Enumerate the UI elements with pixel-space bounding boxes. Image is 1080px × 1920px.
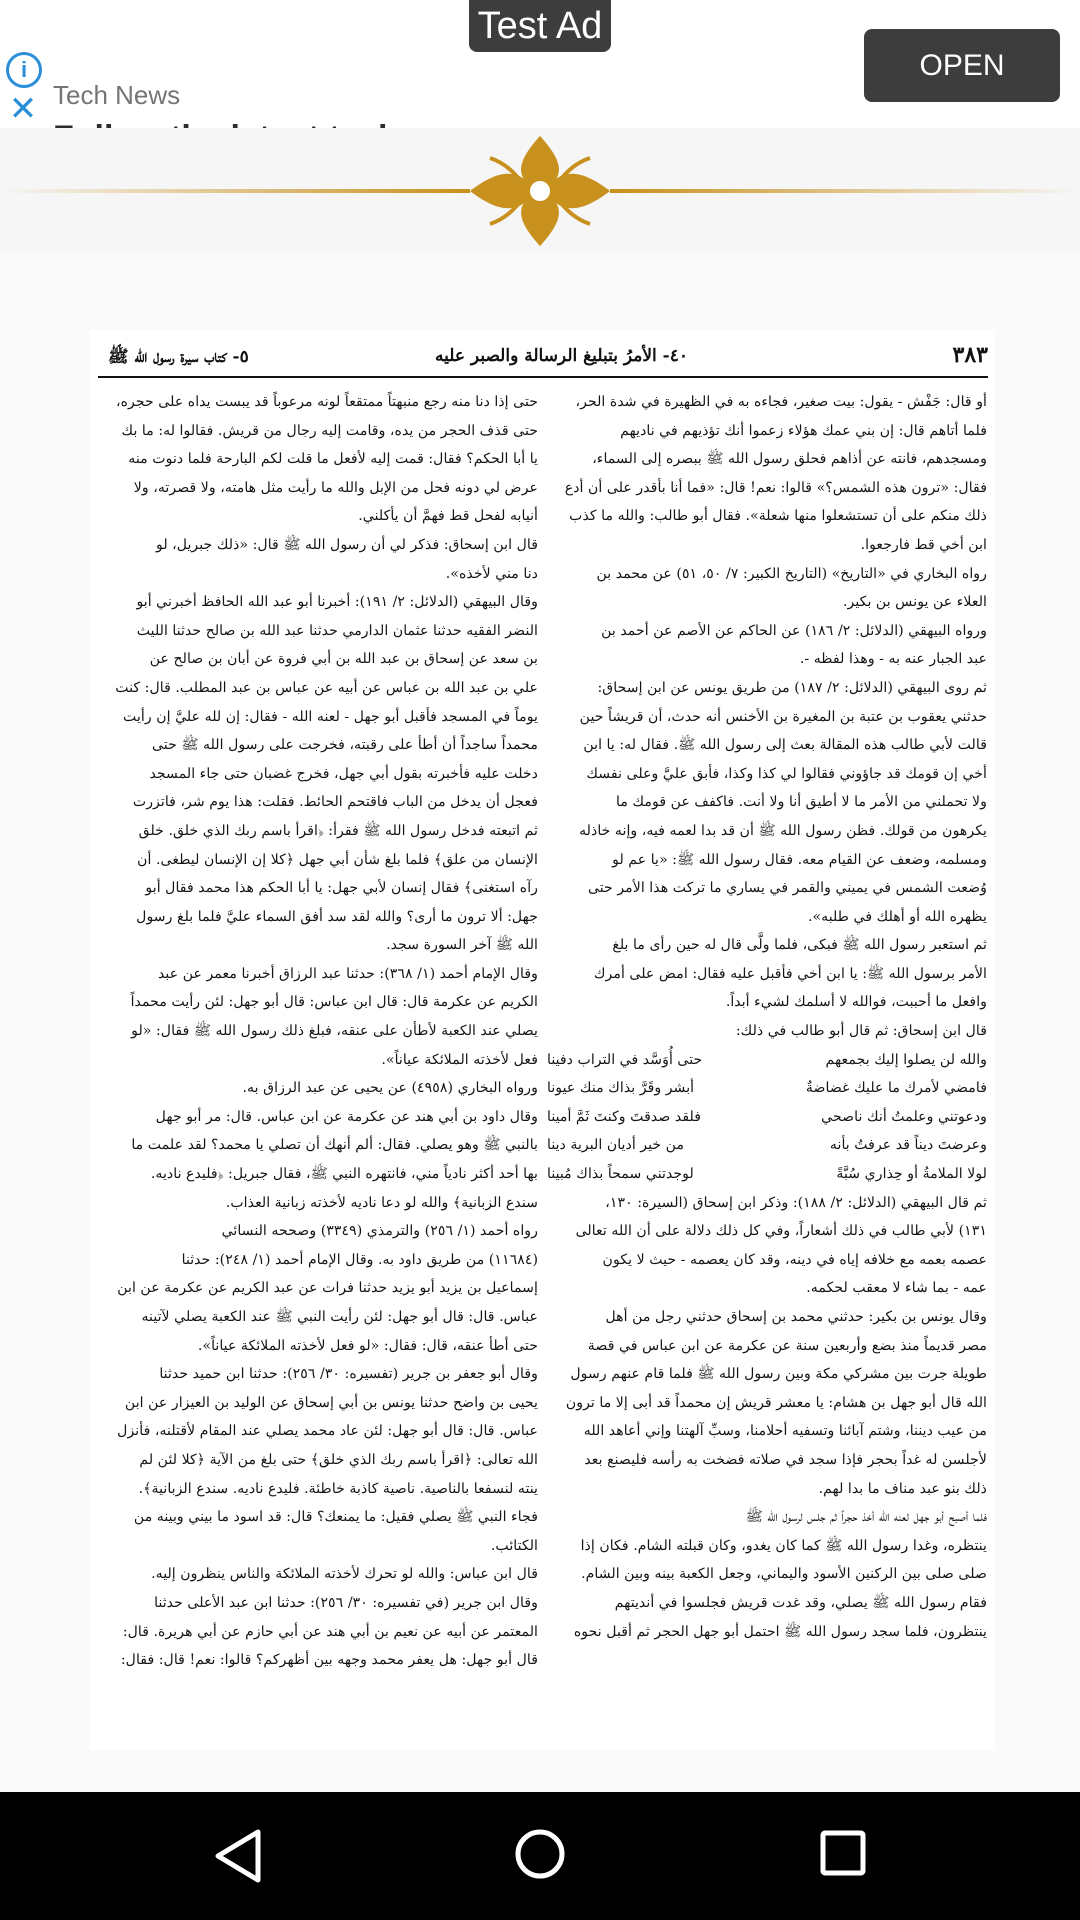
text-line: ابن أخي قط فارجعوا. — [860, 536, 987, 553]
poem-hemistich: من خير أديان البرية دينا — [547, 1137, 685, 1154]
text-line: الكتائب. — [490, 1537, 538, 1554]
ad-open-button[interactable]: OPEN — [864, 29, 1060, 102]
text-line: علي بن عبد الله بن عباس عن أبيه عن عباس بن عبد المطلب. قال: كنت — [115, 679, 538, 696]
chapter-title: ٤٠- الأمرُ بتبليغ الرسالة والصبر عليه — [435, 346, 688, 366]
home-circle-icon[interactable] — [514, 1828, 566, 1880]
poem — [547, 1046, 987, 1189]
text-line: رواه البخاري في «التاريخ» (التاريخ الكبير: ٧/ ٥٠، ٥١) عن محمد بن — [596, 565, 987, 582]
text-line: حتى أطأ عنقه، قال: فقال: «لو فعل لأخذته الملائكة عياناً». — [197, 1337, 538, 1354]
text-line: أو قال: جَفْش - يقول: بيت صغير، فجاءه به في الظهيرة في شدة الحر، — [575, 394, 987, 410]
header-divider — [98, 376, 988, 378]
poem-hemistich: فلقد صدقتَ وكنتَ ثَمَّ أمينا — [547, 1108, 701, 1125]
poem-hemistich: فامضي لأمرك ما عليك غضاضةٌ — [805, 1080, 987, 1097]
text-line: فقال: «ترون هذه الشمس؟» قالوا: نعم! قال: «فما أنا بأقدر على أن أدع — [564, 479, 987, 496]
text-line: المعتمر عن أبيه عن نعيم بن أبي هند عن أبي حازم عن أبي هريرة. قال: — [122, 1623, 538, 1640]
text-line: وافعل ما أحببت، فوالله لا أسلمك لشيء أبداً. — [725, 994, 987, 1011]
text-line: العلاء عن يونس بن بكير. — [842, 594, 987, 611]
text-line: جهل: ألا ترون ما أرى؟ والله لقد سد أفق السماء عليَّ فلما بلغ رسول — [136, 908, 538, 925]
text-line: حتى قذف الحجر من يده، وقامت إليه رجال من قريش. فقالوا له: ما بك — [121, 422, 538, 439]
text-line: ثم استعبر رسول الله ﷺ فبكى، فلما ولَّى قال له حين رأى ما بلغ — [612, 937, 987, 954]
page-header — [98, 342, 988, 376]
text-line: الإنسان من علق﴾ فلما بلغ شأن أبي جهل ﴿كلا إن الإنسان ليطغى. أن — [137, 851, 538, 868]
ad-banner[interactable] — [0, 0, 1080, 130]
text-line: فلما أصبح أبو جهل لعنه الله أخذ حجراً ثم جلس لرسول الله ﷺ — [745, 1509, 987, 1526]
text-line: الأمر برسول الله ﷺ: يا ابن أخي فأقبل عليه فقال: امض على أمرك — [593, 965, 987, 982]
text-line: قال ابن إسحاق: ثم قال أبو طالب في ذلك: — [735, 1023, 987, 1040]
poem-hemistich: ودعوتني وعلمتُ أنك ناصحي — [821, 1108, 987, 1125]
text-line: ذلك بنو عبد مناف ما بدا لهم. — [818, 1480, 987, 1497]
text-line: إسماعيل بن يزيد أبو يزيد حدثنا فرات عن عبد الكريم عن عكرمة عن ابن — [117, 1280, 538, 1297]
text-line: ومسجدهم، فانته عن أذاهم فحلق رسول الله ﷺ ببصره إلى السماء، — [592, 451, 987, 468]
text-line: الله ﷺ آخر السورة سجد. — [386, 937, 538, 954]
text-line: فعل لأخذته الملائكة عياناً». — [381, 1051, 538, 1068]
text-line: ثم اتبعته فدخل رسول الله ﷺ فقرأ: ﴿اقرأ باسم ربك الذي خلق. خلق — [138, 822, 538, 839]
poem-hemistich: حتى أُوَسَّد في التراب دفينا — [547, 1051, 703, 1068]
text-line: رآه استغنى﴾ فقال إنسان لأبي جهل: يا أبا الحكم هذا محمد فقال أبو — [145, 880, 538, 897]
poem-hemistich: وعرضتَ ديناً قد عرفتُ بأنه — [829, 1137, 987, 1154]
text-line: يكرهون من قولك. فظن رسول الله ﷺ أن قد بدا لعمه فيه، وإنه خاذله — [579, 822, 987, 839]
ornament-divider — [0, 128, 1080, 252]
text-line: قال ابن عباس: والله لو تحرك لأخذته الملائكة والناس ينظرون إليه. — [151, 1566, 538, 1583]
text-line: لأجلسن له غداً بحجر فإذا سجد في صلاته فضخت به رأسه فليصنع بعد — [584, 1451, 987, 1468]
text-line: بها أحد أكثر نادياً مني، فانتهره النبي ﷺ، فقال جبريل: ﴿فليدع ناديه. — [150, 1166, 538, 1183]
text-line: يحيى بن واضح حدثنا يونس بن أبي إسحاق عن الوليد بن العيزار عن ابن — [124, 1394, 538, 1411]
text-line: عرض لي دونه فحل من الإبل والله ما رأيت مثل هامته، ولا قصرته، ولا — [133, 479, 538, 496]
text-line: ١٣١) لأبي طالب في ذلك أشعاراً، وفي كل ذلك دلالة على أن الله تعالى — [575, 1223, 987, 1240]
ad-advertiser: Tech News — [53, 80, 181, 110]
text-line: ومسلمه، وضعف عن القيام معه. فقال رسول الله ﷺ: «يا عم لو — [612, 851, 987, 868]
gold-ornament-divider-icon — [0, 128, 1080, 252]
text-line: وقال الإمام أحمد (١/ ٣٦٨): حدثنا عبد الرزاق أخبرنا معمر عن عبد — [157, 965, 538, 982]
text-line: ثم قال البيهقي (الدلائل: ٢/ ١٨٨): وذكر ابن إسحاق (السيرة: ١٣٠، — [605, 1194, 987, 1211]
text-line: حدثني يعقوب بن عتبة بن المغيرة بن الأخنس أنه حدث، أن قريشاً حين — [579, 708, 987, 725]
poem-hemistich: لوجدتني سمحاً بذاك مُبينا — [547, 1166, 694, 1183]
text-line: من عيب ديننا، وشتم آبائنا وتسفيه أحلامنا، وسبِّ آلهتنا وإني أعاهد الله — [583, 1423, 987, 1440]
text-line: ينته لنسفعا بالناصية. ناصية كاذبة خاطئة. فليدع ناديه. سندع الزبانية﴾. — [138, 1480, 538, 1497]
text-line: وقال البيهقي (الدلائل: ٢/ ١٩١): أخبرنا أبو عبد الله الحافظ أخبرني أبو — [136, 594, 538, 611]
text-line: وقال داود بن أبي هند عن عكرمة عن ابن عباس. قال: مر أبو جهل — [155, 1108, 538, 1125]
text-line: أخي إن قومك قد جاؤوني فقالوا لي كذا وكذا، فأبق عليَّ وعلى نفسك — [586, 765, 987, 782]
poem-verse — [547, 1046, 987, 1075]
info-icon[interactable]: i — [6, 52, 42, 88]
text-line: فقام رسول الله ﷺ يصلي، وقد غدت قريش فجلسوا في أنديتهم — [614, 1594, 987, 1611]
text-line: وقال أبو جعفر بن جرير (تفسيره: ٣٠/ ٢٥٦): حدثنا ابن حميد حدثنا — [159, 1366, 538, 1383]
left-column — [98, 388, 538, 1675]
right-column — [547, 388, 987, 1646]
poem-verse — [547, 1074, 987, 1103]
text-line: ورواه البخاري (٤٩٥٨) عن يحيى عن عبد الرزاق به. — [242, 1080, 538, 1097]
page-number: ٣٨٣ — [952, 342, 988, 368]
book-page — [90, 330, 995, 1750]
poem-verse — [547, 1131, 987, 1160]
poem-verse — [547, 1160, 987, 1189]
text-line: بالنبي ﷺ وهو يصلي. فقال: ألم أنهك أن تصلي يا محمد؟ لقد علمت ما — [131, 1137, 538, 1154]
poem-hemistich: أبشر وقَرَّ بذاك منك عيونا — [547, 1080, 695, 1097]
text-line: ورواه البيهقي (الدلائل: ٢/ ١٨٦) عن الحاكم عن الأصم عن أحمد بن — [601, 622, 987, 639]
text-line: قال أبو جهل: هل يعفر محمد وجهه بين أظهركم؟ قالوا: نعم! قال: فقال: — [120, 1652, 538, 1669]
test-ad-label: Test Ad — [469, 0, 611, 52]
text-line: عمه - بما شاء لا معقب لحكمه. — [806, 1280, 987, 1297]
poem-verse — [547, 1103, 987, 1132]
text-line: يوماً في المسجد فأقبل أبو جهل - لعنه الله - فقال: إن لله عليَّ إن رأيت — [123, 708, 538, 725]
text-line: طويلة جرت بين مشركي مكة وبين رسول الله ﷺ فلما قام عنهم رسول — [570, 1366, 987, 1383]
text-line: محمداً ساجداً أن أطأ على رقبته، فخرجت على رسول الله ﷺ حتى — [151, 737, 538, 754]
text-line: دخلت عليه فأخبرته بقول أبي جهل، فخرج غضبان حتى جاء المسجد — [149, 765, 538, 782]
text-line: عصمه بعمه مع خلافه إياه في دينه، وقد كان يعصمه - حيث لا يكون — [602, 1251, 987, 1268]
text-line: ينتظرون، فلما سجد رسول الله ﷺ احتمل أبو جهل الحجر ثم أقبل نحوه — [573, 1623, 987, 1640]
close-icon[interactable]: ✕ — [8, 90, 38, 128]
text-line: صلى صلى بين الركنين الأسود واليماني، وجعل الكعبة بينه وبين الشام. — [581, 1566, 987, 1583]
text-line: دنا مني لأخذه». — [445, 565, 538, 582]
book-title: ٥- كتاب سيرة رسول الله ﷺ — [108, 347, 249, 367]
text-line: قالت لأبي طالب هذه المقالة بعث إلى رسول الله ﷺ. فقال له: يا ابن — [583, 737, 987, 754]
text-line: يظهره الله أو أهلك في طلبه». — [807, 908, 987, 925]
text-line: عباس. قال: قال أبو جهل: لئن عاد محمد يصلي عند المقام لأقتلنه، فأنزل — [117, 1423, 538, 1440]
navigation-bar — [0, 1792, 1080, 1920]
text-line: يصلي عند الكعبة لأطأن على عنقه، فبلغ ذلك رسول الله ﷺ فقال: «لو — [131, 1023, 538, 1040]
text-line: يا أبا الحكم؟ فقال: قمت إليه لأفعل ما قلت لكم البارحة فلما دنوت منه — [128, 451, 538, 468]
text-line: فعجل أن يدخل من الباب فاقتحم الحائط. فقلت: هذا يوم شر، فاتزرت — [132, 794, 538, 811]
text-line: قال ابن إسحاق: فذكر لي أن رسول الله ﷺ قال: «ذلك جبريل، لو — [156, 536, 538, 553]
text-line: عبد الجبار عنه به - وهذا لفظه -. — [799, 651, 987, 668]
poem-hemistich: والله لن يصلوا إليك بجمعهم — [825, 1051, 987, 1068]
text-line: وقال ابن جرير (في تفسيره: ٣٠/ ٢٥٦): حدثنا ابن عبد الأعلى حدثنا — [154, 1594, 538, 1611]
text-line: وُضعت الشمس في يميني والقمر في يساري ما تركت هذا الأمر حتى — [587, 880, 987, 897]
text-line: الكريم عن عكرمة قال: قال ابن عباس: قال أبو جهل: لئن رأيت محمداً — [130, 994, 538, 1011]
text-line: فجاء النبي ﷺ يصلي فقيل: ما يمنعك؟ قال: قد اسود ما بيني وبينه من — [133, 1509, 538, 1526]
text-line: ثم روى البيهقي (الدلائل: ٢/ ١٨٧) من طريق يونس عن ابن إسحاق: — [597, 679, 987, 696]
text-line: ولا تحملني من الأمر ما لا أطيق أنا ولا أنت. فاكفف عن قومك ما — [616, 794, 987, 811]
text-line: ينتظره، وغدا رسول الله ﷺ كما كان يغدو، وكان قبلته الشام. فكان إذا — [580, 1537, 987, 1554]
text-line: الله قال أبو جهل بن هشام: يا معشر قريش إن محمداً قد أبى إلا ما ترون — [565, 1394, 987, 1411]
text-line: فلما أتاهم قال: إن بني عمك هؤلاء زعموا أنك تؤذيهم في ناديهم — [620, 422, 987, 439]
recents-square-icon[interactable] — [820, 1830, 866, 1876]
text-line: بن سعد عن إسحاق بن عبد الله بن أبي فروة عن أبان بن صالح عن — [149, 651, 538, 668]
text-line: الله تعالى: ﴿اقرأ باسم ربك الذي خلق﴾ حتى بلغ من الآية ﴿كلا لئن لم — [139, 1451, 538, 1468]
text-line: مصر قديماً منذ بضع وأربعين سنة عن عكرمة عن ابن عباس في قصة — [587, 1337, 987, 1354]
text-line: رواه أحمد (١/ ٢٥٦) والترمذي (٣٣٤٩) وصححه النسائي — [221, 1223, 538, 1240]
text-line: أنيابه لفحل قط فهمَّ أن يأكلني. — [358, 508, 538, 525]
text-line: عباس. قال: قال أبو جهل: لئن رأيت النبي ﷺ عند الكعبة يصلي لآتينه — [141, 1309, 538, 1325]
text-line: حتى إذا دنا منه رجع منبهتاً ممتقعاً لونه مرعوباً قد يبست يداه على حجره، — [116, 394, 538, 410]
back-triangle-icon[interactable] — [212, 1828, 264, 1884]
text-line: وقال يونس بن بكير: حدثني محمد بن إسحاق حدثني رجل من أهل — [605, 1309, 987, 1325]
text-line: النضر الفقيه حدثنا عثمان الدارمي حدثنا عبد الله بن صالح حدثنا الليث — [136, 622, 538, 639]
poem-hemistich: لولا الملامةُ أو حِذاري سُبَّةً — [836, 1166, 987, 1183]
text-line: سندع الزبانية﴾ والله لو دعا ناديه لأخذته زبانية العذاب. — [225, 1194, 538, 1211]
text-line: ذلك منكم على أن تستشعلوا منها شعلة». فقال أبو طالب: والله ما كذب — [569, 508, 987, 525]
text-line: (١١٦٨٤) من طريق داود به. وقال الإمام أحمد (١/ ٢٤٨): حدثنا — [181, 1251, 538, 1268]
